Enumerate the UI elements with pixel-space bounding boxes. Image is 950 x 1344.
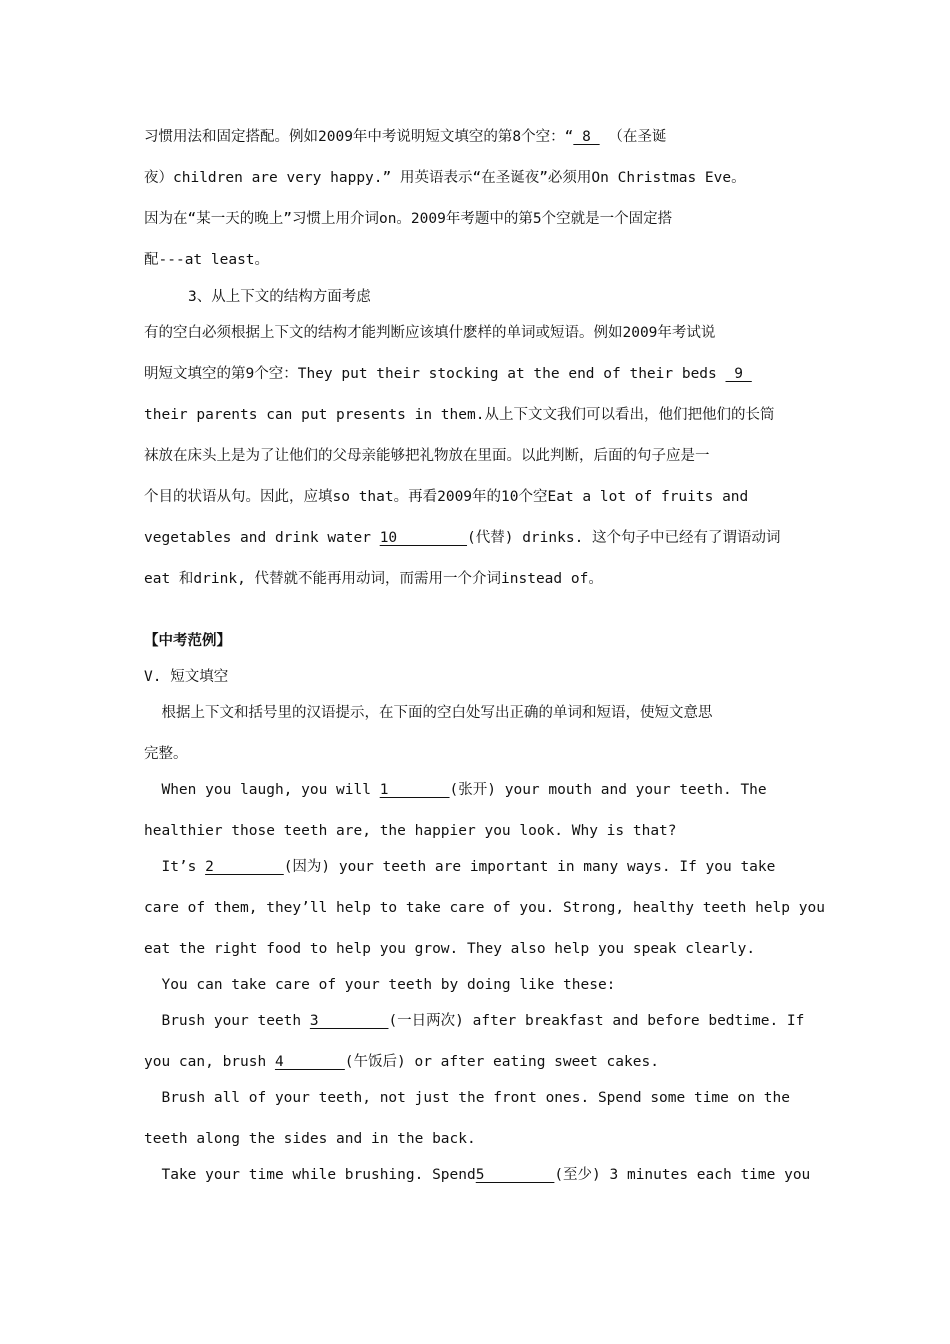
passage-line: You can take care of your teeth by doing like these: <box>144 977 616 993</box>
blank-3: 3________ <box>309 1013 389 1029</box>
blank-8: _8_ <box>573 129 600 145</box>
exercise-title: V. 短文填空 <box>144 669 229 685</box>
example-heading: 【中考范例】 <box>144 633 231 649</box>
text-line: 配---at least。 <box>144 252 270 268</box>
text-line: their parents can put presents in them.从上下文文我们可以看出，他们把他们的长筒 <box>144 407 775 423</box>
blank-10: 10________ <box>379 530 468 546</box>
text-line: 习惯用法和固定搭配。例如2009年中考说明短文填空的第8个空：“_8_ （在圣诞 <box>144 129 667 145</box>
passage-line: Brush your teeth 3________(一日两次) after breakfast and before bedtime. If <box>144 1013 805 1029</box>
passage-line: teeth along the sides and in the back. <box>144 1131 476 1147</box>
passage-line: healthier those teeth are, the happier you look. Why is that? <box>144 823 677 839</box>
blank-5: 5________ <box>475 1167 555 1183</box>
text-line: 个目的状语从句。因此，应填so that。再看2009年的10个空Eat a lot of fruits and <box>144 489 749 505</box>
text-line: 因为在“某一天的晚上”习惯上用介词on。2009年考题中的第5个空就是一个固定搭 <box>144 211 673 227</box>
text-line: 夜）children are very happy.” 用英语表示“在圣诞夜”必须用On Christmas Eve。 <box>144 170 746 186</box>
blank-4: 4_______ <box>274 1054 345 1070</box>
text-line: 明短文填空的第9个空：They put their stocking at the end of their beds _9_ <box>144 366 752 382</box>
text-line: vegetables and drink water 10________(代替) drinks. 这个句子中已经有了谓语动词 <box>144 530 781 546</box>
blank-9: _9_ <box>725 366 752 382</box>
blank-2: 2________ <box>205 859 284 875</box>
passage-line: Take your time while brushing. Spend5________(至少) 3 minutes each time you <box>144 1167 811 1183</box>
text-line: eat 和drink, 代替就不能再用动词，而需用一个介词instead of。 <box>144 571 603 587</box>
passage-line: Brush all of your teeth, not just the front ones. Spend some time on the <box>144 1090 791 1106</box>
text-line: 袜放在床头上是为了让他们的父母亲能够把礼物放在里面。以此判断，后面的句子应是一 <box>144 448 710 464</box>
instruction-line: 根据上下文和括号里的汉语提示，在下面的空白处写出正确的单词和短语，使短文意思 <box>144 705 713 721</box>
text-line: 有的空白必须根据上下文的结构才能判断应该填什麽样的单词或短语。例如2009年考试说 <box>144 325 716 341</box>
passage-line: you can, brush 4_______(午饭后) or after eating sweet cakes. <box>144 1054 659 1070</box>
passage-line: It’s 2________(因为) your teeth are important in many ways. If you take <box>144 859 776 875</box>
blank-1: 1_______ <box>379 782 450 798</box>
passage-line: eat the right food to help you grow. They also help you speak clearly. <box>144 941 756 957</box>
section-title: 3、从上下文的结构方面考虑 <box>188 289 371 305</box>
passage-line: care of them, they’ll help to take care of you. Strong, healthy teeth help you <box>144 900 825 916</box>
instruction-line: 完整。 <box>144 746 188 762</box>
passage-line: When you laugh, you will 1_______(张开) your mouth and your teeth. The <box>144 782 767 798</box>
